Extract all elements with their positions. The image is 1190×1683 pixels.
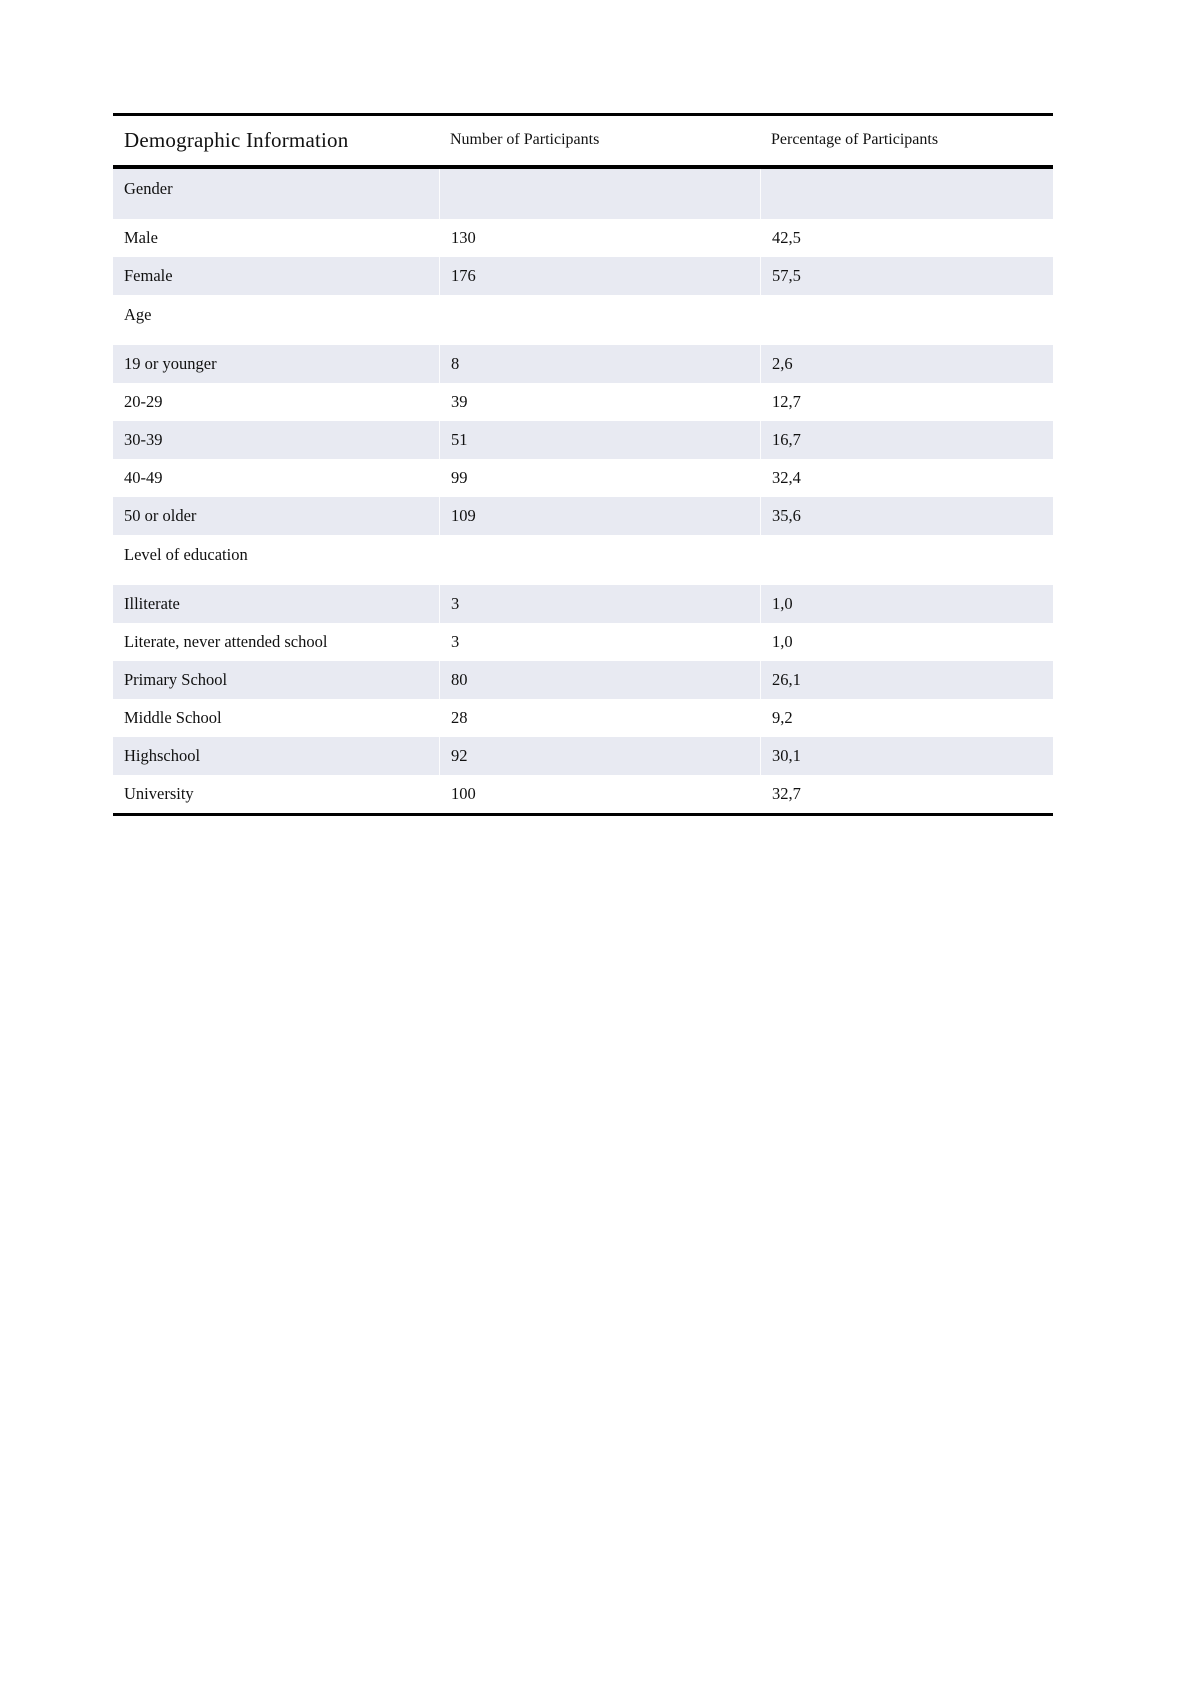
table-row xyxy=(113,219,1053,257)
count-cell: 109 xyxy=(439,497,760,535)
row-label-cell: Age xyxy=(124,305,152,324)
count-cell: 92 xyxy=(439,737,760,775)
row-label-cell: University xyxy=(124,784,194,803)
table-row xyxy=(113,661,1053,699)
column-header-demographic-information: Demographic Information xyxy=(124,128,349,153)
count-cell: 3 xyxy=(439,623,760,661)
column-header-percentage-of-participants: Percentage of Participants xyxy=(771,131,939,149)
row-label-cell: Highschool xyxy=(124,746,201,765)
table-row xyxy=(113,775,1053,813)
table-header-row xyxy=(113,116,1053,169)
table-row xyxy=(113,459,1053,497)
percent-cell: 2,6 xyxy=(760,345,1053,383)
count-cell: 28 xyxy=(439,699,760,737)
table-body xyxy=(113,169,1053,813)
percent-cell: 35,6 xyxy=(760,497,1053,535)
table-row xyxy=(113,421,1053,459)
row-label-cell: 20-29 xyxy=(124,392,163,411)
count-cell: 130 xyxy=(439,219,760,257)
row-label-cell: 40-49 xyxy=(124,468,163,487)
percent-cell: 9,2 xyxy=(760,699,1053,737)
table-row xyxy=(113,623,1053,661)
row-label-cell: Literate, never attended school xyxy=(124,632,328,651)
count-cell: 80 xyxy=(439,661,760,699)
count-cell: 3 xyxy=(439,585,760,623)
count-cell: 51 xyxy=(439,421,760,459)
table-row xyxy=(113,497,1053,535)
percent-cell: 57,5 xyxy=(760,257,1053,295)
table-row xyxy=(113,585,1053,623)
count-cell: 176 xyxy=(439,257,760,295)
row-label-cell: Gender xyxy=(124,179,173,198)
percent-cell: 16,7 xyxy=(760,421,1053,459)
table-row xyxy=(113,345,1053,383)
row-label-cell: Primary School xyxy=(124,670,228,689)
count-cell: 100 xyxy=(439,775,760,813)
row-label-cell: 30-39 xyxy=(124,430,163,449)
table-section-row xyxy=(113,535,1053,585)
row-label-cell: Illiterate xyxy=(124,594,180,613)
percent-cell xyxy=(760,295,1053,345)
percent-cell: 1,0 xyxy=(760,585,1053,623)
table-section-row xyxy=(113,169,1053,219)
row-label-cell: Level of education xyxy=(124,545,248,564)
table-row xyxy=(113,737,1053,775)
percent-cell: 42,5 xyxy=(760,219,1053,257)
percent-cell xyxy=(760,169,1053,219)
count-cell: 39 xyxy=(439,383,760,421)
table-row xyxy=(113,699,1053,737)
percent-cell: 30,1 xyxy=(760,737,1053,775)
percent-cell: 32,7 xyxy=(760,775,1053,813)
row-label-cell: Middle School xyxy=(124,708,222,727)
percent-cell: 1,0 xyxy=(760,623,1053,661)
count-cell xyxy=(439,169,760,219)
count-cell xyxy=(439,535,760,585)
column-header-number-of-participants: Number of Participants xyxy=(450,131,600,149)
percent-cell: 12,7 xyxy=(760,383,1053,421)
count-cell: 99 xyxy=(439,459,760,497)
percent-cell: 32,4 xyxy=(760,459,1053,497)
count-cell xyxy=(439,295,760,345)
count-cell: 8 xyxy=(439,345,760,383)
table-row xyxy=(113,383,1053,421)
row-label-cell: Male xyxy=(124,228,158,247)
percent-cell: 26,1 xyxy=(760,661,1053,699)
table-section-row xyxy=(113,295,1053,345)
percent-cell xyxy=(760,535,1053,585)
demographics-table xyxy=(113,113,1053,816)
row-label-cell: 19 or younger xyxy=(124,354,217,373)
row-label-cell: Female xyxy=(124,266,173,285)
row-label-cell: 50 or older xyxy=(124,506,197,525)
table-row xyxy=(113,257,1053,295)
